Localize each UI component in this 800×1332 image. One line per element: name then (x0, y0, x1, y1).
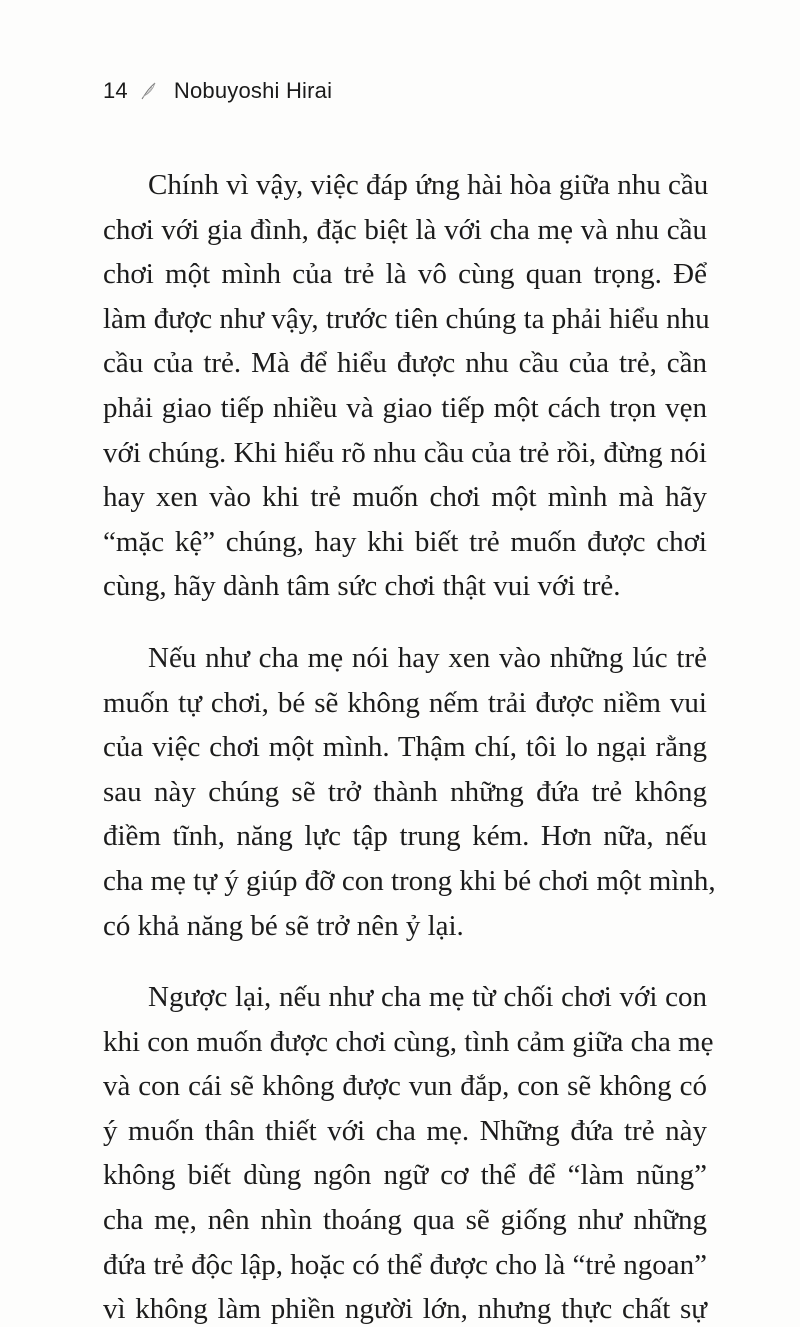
text-line: không biết dùng ngôn ngữ cơ thể để “làm nũng” (103, 1159, 707, 1192)
text-line: Ngược lại, nếu như cha mẹ từ chối chơi với con (148, 981, 707, 1014)
text-line: Nếu như cha mẹ nói hay xen vào những lúc trẻ (148, 641, 707, 674)
page-number: 14 (103, 78, 128, 103)
feather-quill-icon (140, 81, 158, 101)
text-line: Chính vì vậy, việc đáp ứng hài hòa giữa nhu cầu (148, 169, 709, 201)
text-line: có khả năng bé sẽ trở nên ỷ lại. (103, 909, 464, 942)
paragraph-spacer (103, 948, 707, 975)
body-text (103, 163, 716, 1332)
text-line: ý muốn thân thiết với cha mẹ. Những đứa trẻ này (103, 1114, 707, 1147)
text-line: muốn tự chơi, bé sẽ không nếm trải được niềm vui (103, 686, 707, 719)
text-line: điềm tĩnh, năng lực tập trung kém. Hơn nữa, nếu (103, 820, 707, 853)
running-header (103, 78, 332, 104)
text-line: phải giao tiếp nhiều và giao tiếp một cách trọn vẹn (103, 391, 707, 424)
text-line: chơi một mình của trẻ là vô cùng quan trọng. Để (103, 258, 707, 291)
text-line: hay xen vào khi trẻ muốn chơi một mình mà hãy (103, 481, 707, 514)
text-line: chơi với gia đình, đặc biệt là với cha mẹ và nhu cầu (103, 213, 707, 246)
text-line: cha mẹ, nên nhìn thoáng qua sẽ giống như những (103, 1204, 707, 1237)
paragraph-1 (103, 163, 710, 609)
author-name: Nobuyoshi Hirai (173, 78, 333, 103)
paragraph-2 (103, 636, 716, 948)
text-line: “mặc kệ” chúng, hay khi biết trẻ muốn được chơi (103, 525, 707, 558)
text-line: của việc chơi một mình. Thậm chí, tôi lo ngại rằng (103, 731, 707, 764)
text-line: vì không làm phiền người lớn, nhưng thực chất sự (103, 1293, 707, 1326)
text-line: sau này chúng sẽ trở thành những đứa trẻ không (103, 775, 707, 808)
text-line: làm được như vậy, trước tiên chúng ta phải hiểu nhu (103, 302, 710, 335)
paragraph-spacer (103, 609, 707, 636)
text-line: và con cái sẽ không được vun đắp, con sẽ không có (103, 1070, 707, 1103)
text-line: cầu của trẻ. Mà để hiểu được nhu cầu của trẻ, cần (103, 347, 707, 380)
text-line: cha mẹ tự ý giúp đỡ con trong khi bé chơi một mình, (103, 864, 716, 897)
text-line: khi con muốn được chơi cùng, tình cảm giữa cha mẹ (103, 1025, 714, 1058)
text-line: với chúng. Khi hiểu rõ nhu cầu của trẻ rồi, đừng nói (103, 436, 707, 469)
text-line: cùng, hãy dành tâm sức chơi thật vui với trẻ. (103, 570, 621, 603)
paragraph-3 (103, 975, 714, 1332)
text-line: đứa trẻ độc lập, hoặc có thể được cho là “trẻ ngoan” (103, 1248, 707, 1281)
